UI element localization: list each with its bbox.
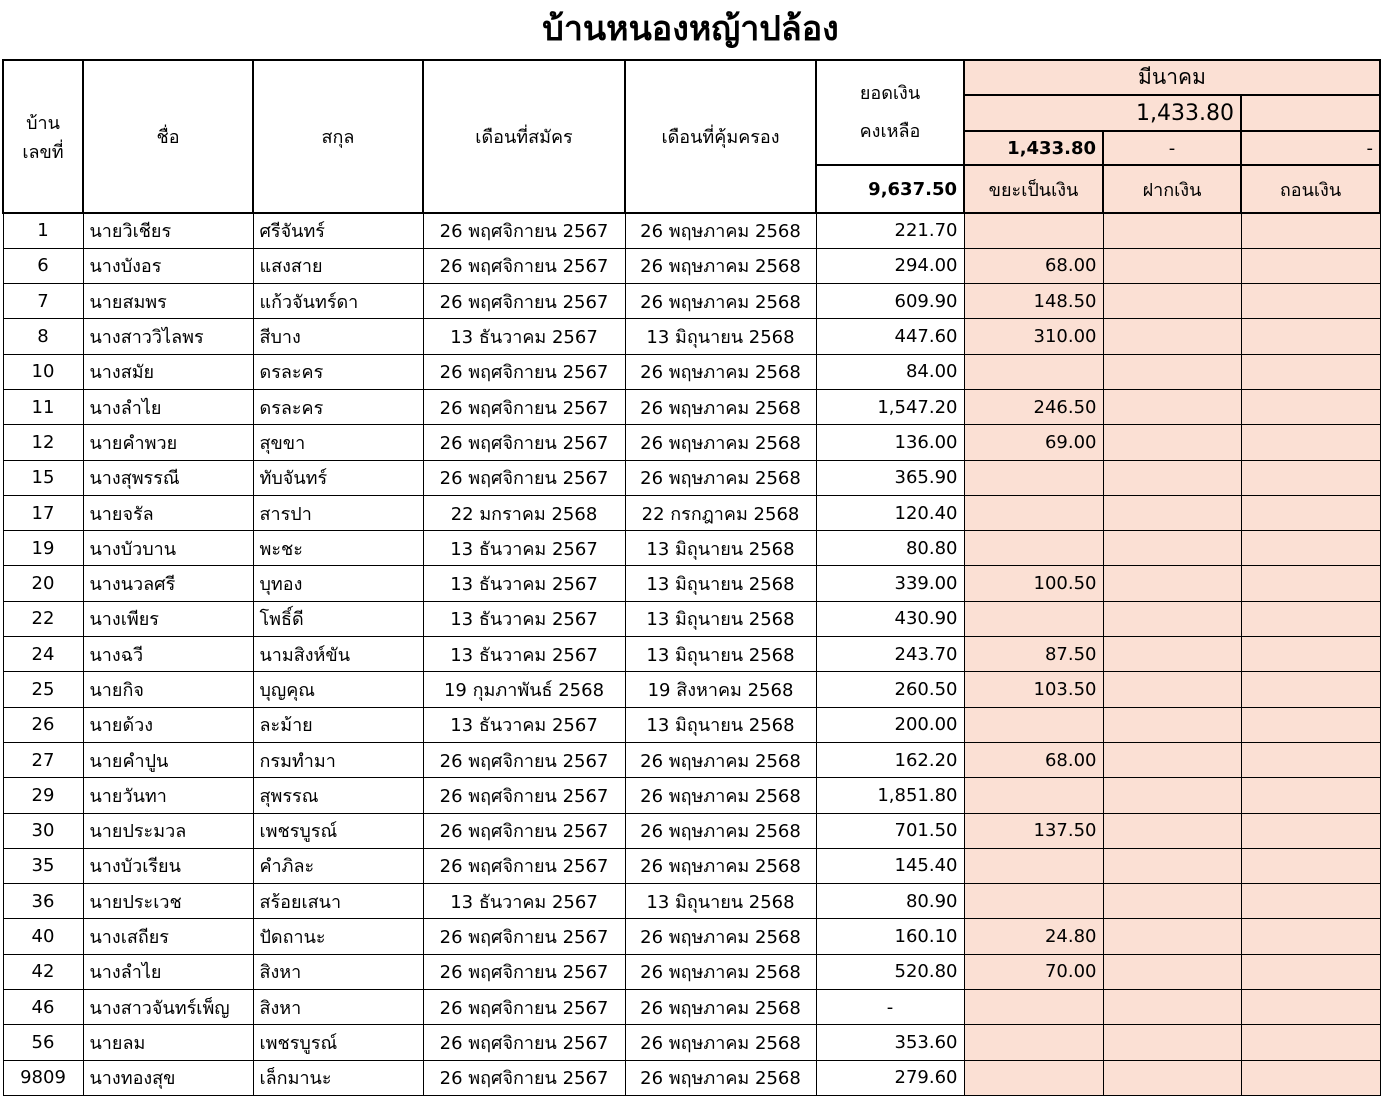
cell-last-name[interactable]: เพชรบูรณ์ xyxy=(253,813,423,848)
cell-waste[interactable]: 100.50 xyxy=(964,566,1103,601)
cell-waste[interactable]: 137.50 xyxy=(964,813,1103,848)
cell-month-joined[interactable]: 26 พฤศจิกายน 2567 xyxy=(423,460,625,495)
cell-last-name[interactable]: ทับจันทร์ xyxy=(253,460,423,495)
cell-deposit[interactable] xyxy=(1103,778,1241,813)
cell-balance[interactable]: 162.20 xyxy=(816,742,964,777)
table-row xyxy=(3,601,1380,636)
cell-first-name[interactable]: นางสาวจันทร์เพ็ญ xyxy=(83,990,253,1025)
cell-month-covered[interactable]: 13 มิถุนายน 2568 xyxy=(625,531,816,566)
cell-waste[interactable]: 246.50 xyxy=(964,389,1103,424)
cell-balance[interactable]: 243.70 xyxy=(816,637,964,672)
cell-month-covered[interactable]: 13 มิถุนายน 2568 xyxy=(625,601,816,636)
table-row xyxy=(3,848,1380,883)
cell-withdraw[interactable] xyxy=(1241,742,1380,777)
cell-balance[interactable]: 80.90 xyxy=(816,884,964,919)
cell-month-covered[interactable]: 22 กรกฎาคม 2568 xyxy=(625,495,816,530)
cell-deposit[interactable] xyxy=(1103,389,1241,424)
cell-house-no[interactable]: 8 xyxy=(3,319,83,354)
cell-last-name[interactable]: บุญคุณ xyxy=(253,672,423,707)
cell-first-name[interactable]: นายวิเชียร xyxy=(83,213,253,248)
cell-house-no[interactable]: 1 xyxy=(3,213,83,248)
cell-balance[interactable]: 353.60 xyxy=(816,1025,964,1060)
cell-waste[interactable] xyxy=(964,460,1103,495)
cell-waste[interactable] xyxy=(964,778,1103,813)
cell-house-no[interactable]: 6 xyxy=(3,248,83,283)
table-row xyxy=(3,919,1380,954)
table-row xyxy=(3,319,1380,354)
cell-month-covered[interactable]: 26 พฤษภาคม 2568 xyxy=(625,1060,816,1095)
cell-deposit[interactable] xyxy=(1103,566,1241,601)
cell-month-covered[interactable]: 26 พฤษภาคม 2568 xyxy=(625,778,816,813)
cell-month-joined[interactable]: 26 พฤศจิกายน 2567 xyxy=(423,919,625,954)
cell-deposit[interactable] xyxy=(1103,460,1241,495)
table-row xyxy=(3,813,1380,848)
header-month-name: มีนาคม xyxy=(964,60,1380,95)
cell-first-name[interactable]: นางเสถียร xyxy=(83,919,253,954)
cell-deposit[interactable] xyxy=(1103,637,1241,672)
month-total-empty xyxy=(1241,95,1380,131)
cell-balance[interactable]: 221.70 xyxy=(816,213,964,248)
cell-month-joined[interactable]: 13 ธันวาคม 2567 xyxy=(423,601,625,636)
cell-waste[interactable]: 68.00 xyxy=(964,248,1103,283)
table-row xyxy=(3,742,1380,777)
cell-deposit[interactable] xyxy=(1103,248,1241,283)
cell-month-covered[interactable]: 26 พฤษภาคม 2568 xyxy=(625,742,816,777)
cell-withdraw[interactable] xyxy=(1241,954,1380,989)
cell-house-no[interactable]: 35 xyxy=(3,848,83,883)
cell-waste[interactable]: 70.00 xyxy=(964,954,1103,989)
cell-last-name[interactable]: สีบาง xyxy=(253,319,423,354)
cell-house-no[interactable]: 40 xyxy=(3,919,83,954)
cell-withdraw[interactable] xyxy=(1241,672,1380,707)
cell-month-joined[interactable]: 19 กุมภาพันธ์ 2568 xyxy=(423,672,625,707)
cell-month-covered[interactable]: 26 พฤษภาคม 2568 xyxy=(625,425,816,460)
cell-balance[interactable]: 145.40 xyxy=(816,848,964,883)
cell-month-covered[interactable]: 26 พฤษภาคม 2568 xyxy=(625,460,816,495)
cell-waste[interactable] xyxy=(964,990,1103,1025)
table-row xyxy=(3,495,1380,530)
cell-deposit[interactable] xyxy=(1103,213,1241,248)
cell-waste[interactable]: 24.80 xyxy=(964,919,1103,954)
cell-last-name[interactable]: โพธิ์ดี xyxy=(253,601,423,636)
cell-waste[interactable] xyxy=(964,884,1103,919)
cell-balance[interactable]: 430.90 xyxy=(816,601,964,636)
cell-balance[interactable]: 160.10 xyxy=(816,919,964,954)
cell-withdraw[interactable] xyxy=(1241,919,1380,954)
cell-month-covered[interactable]: 13 มิถุนายน 2568 xyxy=(625,566,816,601)
table-row xyxy=(3,566,1380,601)
cell-balance[interactable]: 120.40 xyxy=(816,495,964,530)
cell-waste[interactable] xyxy=(964,1060,1103,1095)
cell-house-no[interactable]: 7 xyxy=(3,284,83,319)
cell-month-joined[interactable]: 26 พฤศจิกายน 2567 xyxy=(423,742,625,777)
header-month-joined: เดือนที่สมัคร xyxy=(423,60,625,213)
cell-withdraw[interactable] xyxy=(1241,990,1380,1025)
cell-house-no[interactable]: 46 xyxy=(3,990,83,1025)
cell-house-no[interactable]: 20 xyxy=(3,566,83,601)
cell-balance[interactable]: 84.00 xyxy=(816,354,964,389)
cell-balance[interactable]: 365.90 xyxy=(816,460,964,495)
cell-month-covered[interactable]: 19 สิงหาคม 2568 xyxy=(625,672,816,707)
cell-last-name[interactable]: แสงสาย xyxy=(253,248,423,283)
cell-house-no[interactable]: 15 xyxy=(3,460,83,495)
cell-month-covered[interactable]: 13 มิถุนายน 2568 xyxy=(625,637,816,672)
cell-deposit[interactable] xyxy=(1103,848,1241,883)
header-deposit: ฝากเงิน xyxy=(1103,165,1241,213)
cell-last-name[interactable]: ปัดถานะ xyxy=(253,919,423,954)
cell-withdraw[interactable] xyxy=(1241,248,1380,283)
cell-month-covered[interactable]: 26 พฤษภาคม 2568 xyxy=(625,1025,816,1060)
cell-last-name[interactable]: สิงหา xyxy=(253,990,423,1025)
cell-month-joined[interactable]: 13 ธันวาคม 2567 xyxy=(423,319,625,354)
cell-house-no[interactable]: 26 xyxy=(3,707,83,742)
cell-deposit[interactable] xyxy=(1103,1060,1241,1095)
cell-waste[interactable]: 87.50 xyxy=(964,637,1103,672)
cell-first-name[interactable]: นางบัวเรียน xyxy=(83,848,253,883)
cell-house-no[interactable]: 30 xyxy=(3,813,83,848)
cell-deposit[interactable] xyxy=(1103,919,1241,954)
table-row xyxy=(3,531,1380,566)
header-balance: ยอดเงิน คงเหลือ xyxy=(816,60,964,165)
header-first-name: ชื่อ xyxy=(83,60,253,213)
cell-house-no[interactable]: 36 xyxy=(3,884,83,919)
month-total: 1,433.80 xyxy=(964,95,1241,131)
table-row xyxy=(3,389,1380,424)
cell-withdraw[interactable] xyxy=(1241,1025,1380,1060)
cell-month-joined[interactable]: 26 พฤศจิกายน 2567 xyxy=(423,778,625,813)
cell-month-joined[interactable]: 13 ธันวาคม 2567 xyxy=(423,884,625,919)
cell-month-joined[interactable]: 26 พฤศจิกายน 2567 xyxy=(423,248,625,283)
cell-month-joined[interactable]: 26 พฤศจิกายน 2567 xyxy=(423,354,625,389)
cell-month-joined[interactable]: 26 พฤศจิกายน 2567 xyxy=(423,990,625,1025)
cell-house-no[interactable]: 22 xyxy=(3,601,83,636)
cell-first-name[interactable]: นายด้วง xyxy=(83,707,253,742)
cell-first-name[interactable]: นางลำไย xyxy=(83,954,253,989)
cell-house-no[interactable]: 10 xyxy=(3,354,83,389)
cell-month-joined[interactable]: 26 พฤศจิกายน 2567 xyxy=(423,954,625,989)
header-last-name: สกุล xyxy=(253,60,423,213)
subtotal-withdraw: - xyxy=(1241,131,1380,165)
cell-balance[interactable]: 279.60 xyxy=(816,1060,964,1095)
cell-withdraw[interactable] xyxy=(1241,566,1380,601)
cell-withdraw[interactable] xyxy=(1241,460,1380,495)
cell-deposit[interactable] xyxy=(1103,531,1241,566)
cell-first-name[interactable]: นางสมัย xyxy=(83,354,253,389)
cell-withdraw[interactable] xyxy=(1241,389,1380,424)
table-row xyxy=(3,354,1380,389)
table-row xyxy=(3,707,1380,742)
cell-first-name[interactable]: นายคำพวย xyxy=(83,425,253,460)
cell-last-name[interactable]: ดรละคร xyxy=(253,354,423,389)
cell-waste[interactable] xyxy=(964,601,1103,636)
table-body xyxy=(3,213,1380,1095)
table-row xyxy=(3,213,1380,248)
cell-balance[interactable]: 260.50 xyxy=(816,672,964,707)
sheet-title: บ้านหนองหญ้าปล้อง xyxy=(542,9,839,49)
cell-month-joined[interactable]: 13 ธันวาคม 2567 xyxy=(423,566,625,601)
cell-month-covered[interactable]: 26 พฤษภาคม 2568 xyxy=(625,954,816,989)
cell-deposit[interactable] xyxy=(1103,1025,1241,1060)
header-withdraw: ถอนเงิน xyxy=(1241,165,1380,213)
cell-month-covered[interactable]: 26 พฤษภาคม 2568 xyxy=(625,284,816,319)
cell-deposit[interactable] xyxy=(1103,354,1241,389)
cell-balance[interactable]: 701.50 xyxy=(816,813,964,848)
cell-month-covered[interactable]: 26 พฤษภาคม 2568 xyxy=(625,213,816,248)
cell-deposit[interactable] xyxy=(1103,672,1241,707)
cell-month-joined[interactable]: 26 พฤศจิกายน 2567 xyxy=(423,284,625,319)
cell-month-covered[interactable]: 26 พฤษภาคม 2568 xyxy=(625,919,816,954)
cell-month-covered[interactable]: 13 มิถุนายน 2568 xyxy=(625,707,816,742)
cell-month-joined[interactable]: 26 พฤศจิกายน 2567 xyxy=(423,1025,625,1060)
cell-last-name[interactable]: สุพรรณ xyxy=(253,778,423,813)
cell-last-name[interactable]: บุทอง xyxy=(253,566,423,601)
cell-deposit[interactable] xyxy=(1103,319,1241,354)
cell-deposit[interactable] xyxy=(1103,707,1241,742)
cell-house-no[interactable]: 56 xyxy=(3,1025,83,1060)
cell-withdraw[interactable] xyxy=(1241,1060,1380,1095)
cell-withdraw[interactable] xyxy=(1241,707,1380,742)
cell-waste[interactable]: 148.50 xyxy=(964,284,1103,319)
cell-month-covered[interactable]: 13 มิถุนายน 2568 xyxy=(625,319,816,354)
cell-last-name[interactable]: นามสิงห์ขัน xyxy=(253,637,423,672)
cell-month-joined[interactable]: 13 ธันวาคม 2567 xyxy=(423,531,625,566)
cell-month-covered[interactable]: 26 พฤษภาคม 2568 xyxy=(625,990,816,1025)
cell-waste[interactable] xyxy=(964,1025,1103,1060)
cell-first-name[interactable]: นางทองสุข xyxy=(83,1060,253,1095)
cell-withdraw[interactable] xyxy=(1241,813,1380,848)
cell-house-no[interactable]: 19 xyxy=(3,531,83,566)
table-row xyxy=(3,248,1380,283)
cell-first-name[interactable]: นายสมพร xyxy=(83,284,253,319)
cell-first-name[interactable]: นางลำไย xyxy=(83,389,253,424)
subtotal-waste: 1,433.80 xyxy=(964,131,1103,165)
cell-last-name[interactable]: เพชรบูรณ์ xyxy=(253,1025,423,1060)
cell-first-name[interactable]: นางเพียร xyxy=(83,601,253,636)
cell-balance[interactable]: 609.90 xyxy=(816,284,964,319)
savings-table xyxy=(2,59,1381,1096)
cell-last-name[interactable]: เล็กมานะ xyxy=(253,1060,423,1095)
cell-withdraw[interactable] xyxy=(1241,495,1380,530)
cell-last-name[interactable]: ดรละคร xyxy=(253,389,423,424)
cell-withdraw[interactable] xyxy=(1241,319,1380,354)
cell-first-name[interactable]: นายคำปูน xyxy=(83,742,253,777)
cell-month-joined[interactable]: 26 พฤศจิกายน 2567 xyxy=(423,213,625,248)
cell-first-name[interactable]: นางบัวบาน xyxy=(83,531,253,566)
cell-balance[interactable]: 520.80 xyxy=(816,954,964,989)
cell-last-name[interactable]: ละม้าย xyxy=(253,707,423,742)
cell-first-name[interactable]: นายกิจ xyxy=(83,672,253,707)
cell-first-name[interactable]: นางสุพรรณี xyxy=(83,460,253,495)
cell-deposit[interactable] xyxy=(1103,284,1241,319)
cell-deposit[interactable] xyxy=(1103,425,1241,460)
cell-house-no[interactable]: 24 xyxy=(3,637,83,672)
cell-month-joined[interactable]: 13 ธันวาคม 2567 xyxy=(423,637,625,672)
cell-balance[interactable]: - xyxy=(816,990,964,1025)
cell-first-name[interactable]: นางฉวี xyxy=(83,637,253,672)
cell-first-name[interactable]: นายวันทา xyxy=(83,778,253,813)
cell-waste[interactable]: 103.50 xyxy=(964,672,1103,707)
cell-withdraw[interactable] xyxy=(1241,354,1380,389)
header-house-no: บ้าน เลขที่ xyxy=(3,60,83,213)
cell-month-joined[interactable]: 22 มกราคม 2568 xyxy=(423,495,625,530)
cell-month-covered[interactable]: 26 พฤษภาคม 2568 xyxy=(625,813,816,848)
cell-withdraw[interactable] xyxy=(1241,601,1380,636)
cell-withdraw[interactable] xyxy=(1241,637,1380,672)
table-row xyxy=(3,954,1380,989)
cell-deposit[interactable] xyxy=(1103,813,1241,848)
cell-deposit[interactable] xyxy=(1103,601,1241,636)
cell-withdraw[interactable] xyxy=(1241,425,1380,460)
cell-month-covered[interactable]: 26 พฤษภาคม 2568 xyxy=(625,248,816,283)
cell-balance[interactable]: 294.00 xyxy=(816,248,964,283)
cell-waste[interactable] xyxy=(964,213,1103,248)
cell-waste[interactable] xyxy=(964,354,1103,389)
table-row xyxy=(3,1060,1380,1095)
cell-deposit[interactable] xyxy=(1103,742,1241,777)
cell-first-name[interactable]: นางนวลศรี xyxy=(83,566,253,601)
table-row xyxy=(3,1025,1380,1060)
cell-last-name[interactable]: สุขขา xyxy=(253,425,423,460)
cell-house-no[interactable]: 12 xyxy=(3,425,83,460)
cell-waste[interactable] xyxy=(964,848,1103,883)
cell-first-name[interactable]: นายประมวล xyxy=(83,813,253,848)
cell-waste[interactable]: 310.00 xyxy=(964,319,1103,354)
cell-month-covered[interactable]: 26 พฤษภาคม 2568 xyxy=(625,354,816,389)
cell-first-name[interactable]: นายจรัล xyxy=(83,495,253,530)
cell-balance[interactable]: 200.00 xyxy=(816,707,964,742)
cell-first-name[interactable]: นายประเวช xyxy=(83,884,253,919)
cell-month-joined[interactable]: 26 พฤศจิกายน 2567 xyxy=(423,389,625,424)
subtotal-deposit: - xyxy=(1103,131,1241,165)
header-waste: ขยะเป็นเงิน xyxy=(964,165,1103,213)
cell-month-covered[interactable]: 26 พฤษภาคม 2568 xyxy=(625,848,816,883)
cell-waste[interactable] xyxy=(964,495,1103,530)
cell-deposit[interactable] xyxy=(1103,884,1241,919)
cell-last-name[interactable]: คำภิละ xyxy=(253,848,423,883)
cell-first-name[interactable]: นางสาววิไลพร xyxy=(83,319,253,354)
cell-balance[interactable]: 1,851.80 xyxy=(816,778,964,813)
cell-last-name[interactable]: แก้วจันทร์ดา xyxy=(253,284,423,319)
cell-deposit[interactable] xyxy=(1103,495,1241,530)
cell-month-covered[interactable]: 13 มิถุนายน 2568 xyxy=(625,884,816,919)
cell-withdraw[interactable] xyxy=(1241,284,1380,319)
cell-deposit[interactable] xyxy=(1103,954,1241,989)
table-row xyxy=(3,425,1380,460)
cell-first-name[interactable]: นางบังอร xyxy=(83,248,253,283)
cell-waste[interactable] xyxy=(964,707,1103,742)
cell-last-name[interactable]: กรมทำมา xyxy=(253,742,423,777)
cell-waste[interactable]: 69.00 xyxy=(964,425,1103,460)
cell-first-name[interactable]: นายลม xyxy=(83,1025,253,1060)
cell-month-joined[interactable]: 26 พฤศจิกายน 2567 xyxy=(423,848,625,883)
cell-house-no[interactable]: 42 xyxy=(3,954,83,989)
cell-house-no[interactable]: 17 xyxy=(3,495,83,530)
table-row xyxy=(3,884,1380,919)
cell-last-name[interactable]: สิงหา xyxy=(253,954,423,989)
cell-house-no[interactable]: 27 xyxy=(3,742,83,777)
cell-month-joined[interactable]: 13 ธันวาคม 2567 xyxy=(423,707,625,742)
table-row xyxy=(3,284,1380,319)
cell-last-name[interactable]: ศรีจันทร์ xyxy=(253,213,423,248)
cell-waste[interactable]: 68.00 xyxy=(964,742,1103,777)
header-month-covered: เดือนที่คุ้มครอง xyxy=(625,60,816,213)
cell-last-name[interactable]: พะชะ xyxy=(253,531,423,566)
cell-last-name[interactable]: สารปา xyxy=(253,495,423,530)
cell-month-covered[interactable]: 26 พฤษภาคม 2568 xyxy=(625,389,816,424)
cell-month-joined[interactable]: 26 พฤศจิกายน 2567 xyxy=(423,813,625,848)
cell-last-name[interactable]: สร้อยเสนา xyxy=(253,884,423,919)
cell-deposit[interactable] xyxy=(1103,990,1241,1025)
cell-balance[interactable]: 339.00 xyxy=(816,566,964,601)
cell-withdraw[interactable] xyxy=(1241,778,1380,813)
cell-house-no[interactable]: 9809 xyxy=(3,1060,83,1095)
cell-balance[interactable]: 136.00 xyxy=(816,425,964,460)
table-row xyxy=(3,637,1380,672)
cell-month-joined[interactable]: 26 พฤศจิกายน 2567 xyxy=(423,1060,625,1095)
cell-withdraw[interactable] xyxy=(1241,213,1380,248)
cell-withdraw[interactable] xyxy=(1241,848,1380,883)
cell-balance[interactable]: 447.60 xyxy=(816,319,964,354)
table-row xyxy=(3,778,1380,813)
table-row xyxy=(3,460,1380,495)
cell-house-no[interactable]: 25 xyxy=(3,672,83,707)
balance-total: 9,637.50 xyxy=(816,165,964,213)
table-row xyxy=(3,990,1380,1025)
cell-waste[interactable] xyxy=(964,531,1103,566)
cell-balance[interactable]: 80.80 xyxy=(816,531,964,566)
cell-house-no[interactable]: 11 xyxy=(3,389,83,424)
table-row xyxy=(3,672,1380,707)
cell-month-joined[interactable]: 26 พฤศจิกายน 2567 xyxy=(423,425,625,460)
cell-balance[interactable]: 1,547.20 xyxy=(816,389,964,424)
cell-withdraw[interactable] xyxy=(1241,531,1380,566)
cell-house-no[interactable]: 29 xyxy=(3,778,83,813)
cell-withdraw[interactable] xyxy=(1241,884,1380,919)
